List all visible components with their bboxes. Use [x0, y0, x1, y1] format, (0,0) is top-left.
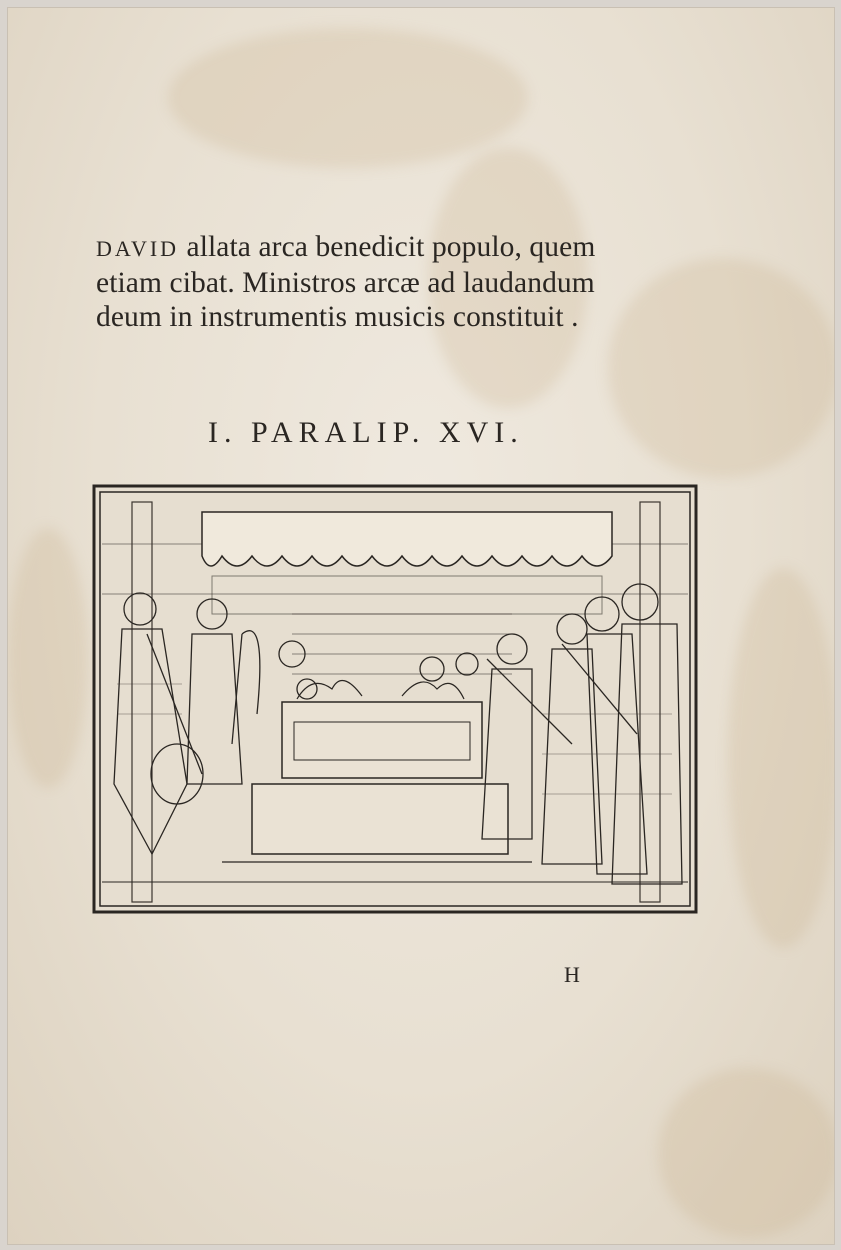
water-stain [658, 1068, 834, 1238]
caption-line-3: deum in instrumentis musicis constituit . [96, 301, 579, 333]
caption-lead-word: DAVID [96, 236, 180, 261]
book-page [8, 8, 834, 1244]
caption-line-1-rest: allata arca benedicit populo, quem [179, 231, 596, 263]
water-stain [8, 528, 88, 788]
scripture-reference: I. PARALIP. XVI. [208, 416, 524, 449]
caption-line-2: etiam cibat. Ministros arcæ ad laudandum [96, 267, 595, 299]
water-stain [728, 568, 834, 948]
caption-text [96, 230, 736, 334]
caption-line-1 [96, 230, 736, 266]
water-stain [168, 28, 528, 168]
signature-mark: H [564, 962, 580, 987]
woodcut-illustration [92, 484, 698, 914]
